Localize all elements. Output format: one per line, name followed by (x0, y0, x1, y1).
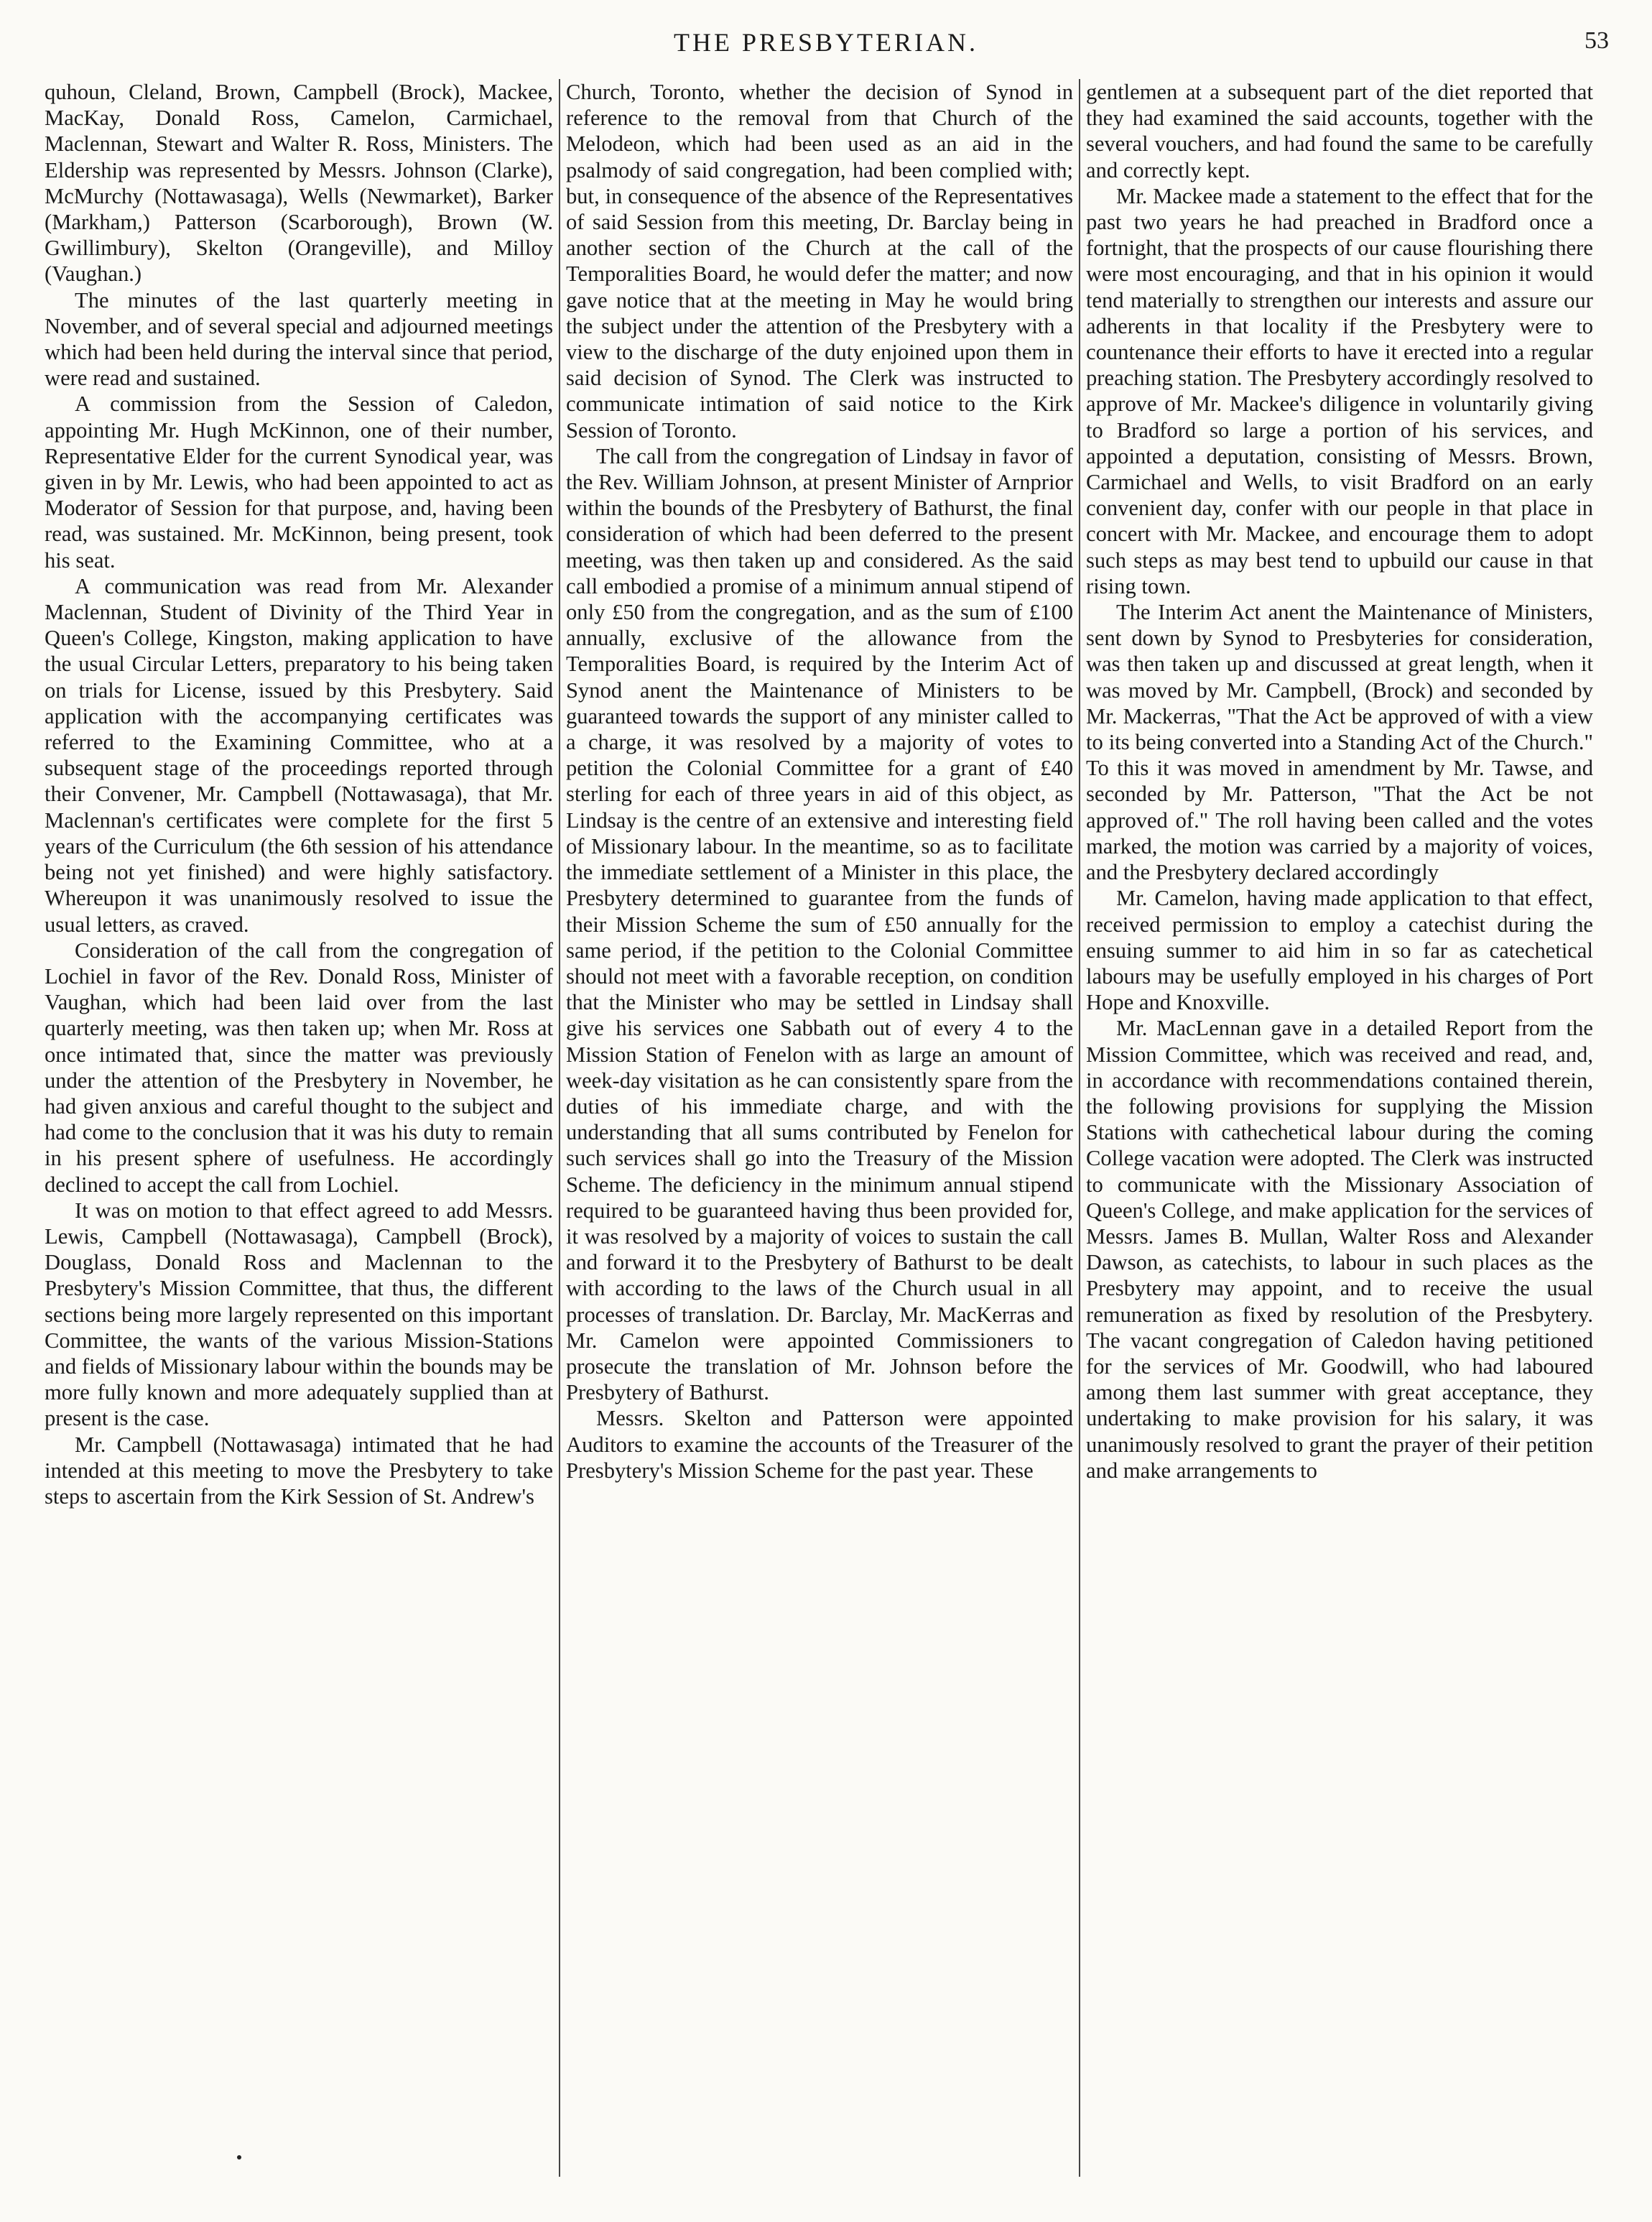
paragraph: A communication was read from Mr. Alexander Maclennan, Student of Divinity of the Third Year in Queen's College, Kingston, making application to have the usual Circular Letters, preparatory to his being taken on trials for License, issued by this Presbytery. Said application with the accompanying certificates was referred to the Examining Committee, who at a subsequent stage of the proceedings reported through their Convener, Mr. Campbell (Nottawasaga), that Mr. Maclennan's certificates were complete for the first 5 years of the Curriculum (the 6th session of his attendance being not yet finished) and were highly satisfactory. Whereupon it was unanimously resolved to issue the usual letters, as craved. (45, 573, 553, 937)
text-columns (39, 79, 1616, 2177)
paragraph: Messrs. Skelton and Patterson were appointed Auditors to examine the accounts of the Treasurer of the Presbytery's Mission Scheme for the past year. These (566, 1406, 1073, 1483)
paragraph: Mr. MacLennan gave in a detailed Report from the Mission Committee, which was received and read, and, in accordance with recommendations contained therein, the following provisions for supplying the Mission Stations with cathechetical labour during the coming College vacation were adopted. The Clerk was instructed to communicate with the Missionary Association of Queen's College, and make application for the services of Messrs. James B. Mullan, Walter Ross and Alexander Dawson, as catechists, to labour in such places as the Presbytery may appoint, and to receive the usual remuneration as fixed by resolution of the Presbytery. The vacant congregation of Caledon having petitioned for the services of Mr. Goodwill, who had laboured among them last summer with great acceptance, they undertaking to make provision for his salary, it was unanimously resolved to grant the prayer of their petition and make arrangements to (1086, 1016, 1593, 1483)
paragraph: Consideration of the call from the congregation of Lochiel in favor of the Rev. Donald Ross, Minister of Vaughan, which had been laid over from the last quarterly meeting, was then taken up; when Mr. Ross at once intimated that, since the matter was previously under the attention of the Presbytery in November, he had given anxious and careful thought to the subject and had come to the conclusion that it was his duty to remain in his present sphere of usefulness. He accordingly declined to accept the call from Lochiel. (45, 938, 553, 1197)
paragraph: quhoun, Cleland, Brown, Campbell (Brock), Mackee, MacKay, Donald Ross, Camelon, Carmichael, Maclennan, Stewart and Walter R. Ross, Ministers. The Eldership was represented by Messrs. Johnson (Clarke), McMurchy (Nottawasaga), Wells (Newmarket), Barker (Markham,) Patterson (Scarborough), Brown (W. Gwillimbury), Skelton (Orangeville), and Milloy (Vaughan.) (45, 80, 553, 287)
column-middle (559, 79, 1079, 2177)
page-number: 53 (1584, 27, 1609, 54)
column-left (39, 79, 559, 2177)
paragraph: The call from the congregation of Lindsay in favor of the Rev. William Johnson, at present Minister of Arnprior within the bounds of the Presbytery of Bathurst, the final consideration of which had been deferred to the present meeting, was then taken up and considered. As the said call embodied a promise of a minimum annual stipend of only £50 from the congregation, and as the sum of £100 annually, exclusive of the allowance from the Temporalities Board, is required by the Interim Act of Synod anent the Maintenance of Ministers to be guaranteed towards the support of any minister called to a charge, it was resolved by a majority of votes to petition the Colonial Committee for a grant of £40 sterling for each of three years in aid of this object, as Lindsay is the centre of an extensive and interesting field of Missionary labour. In the meantime, so as to facilitate the immediate settlement of a Minister in this place, the Presbytery determined to guarantee from the funds of their Mission Scheme the sum of £50 annually for the same period, if the petition to the Colonial Committee should not meet with a favorable reception, on condition that the Minister who may be settled in Lindsay shall give his services one Sabbath out of every 4 to the Mission Station of Fenelon with as large an amount of week-day visitation as he can consistently spare from the duties of his immediate charge, and with the understanding that all sums contributed by Fenelon for such services shall go into the Treasury of the Mission Scheme. The deficiency in the minimum annual stipend required to be guaranteed having thus been provided for, it was resolved by a majority of voices to sustain the call and forward it to the Presbytery of Bathurst to be dealt with according to the laws of the Church usual in all processes of translation. Dr. Barclay, Mr. MacKerras and Mr. Camelon were appointed Commissioners to prosecute the translation of Mr. Johnson before the Presbytery of Bathurst. (566, 443, 1073, 1405)
column-right (1079, 79, 1599, 2177)
paragraph: Church, Toronto, whether the decision of Synod in reference to the removal from that Church of the Melodeon, which had been used as an aid in the psalmody of said congregation, had been complied with; but, in consequence of the absence of the Representatives of said Session from this meeting, Dr. Barclay being in another section of the Church at the call of the Temporalities Board, he would defer the matter; and now gave notice that at the meeting in May he would bring the subject under the attention of the Presbytery with a view to the discharge of the duty enjoined upon them in said decision of Synod. The Clerk was instructed to communicate intimation of said notice to the Kirk Session of Toronto. (566, 80, 1073, 443)
paragraph: The minutes of the last quarterly meeting in November, and of several special and adjourned meetings which had been held during the interval since that period, were read and sustained. (45, 287, 553, 391)
paragraph: The Interim Act anent the Maintenance of Ministers, sent down by Synod to Presbyteries for consideration, was then taken up and discussed at great length, when it was moved by Mr. Campbell, (Brock) and seconded by Mr. Mackerras, "That the Act be approved of with a view to its being converted into a Standing Act of the Church." To this it was moved in amendment by Mr. Tawse, and seconded by Mr. Patterson, "That the Act be not approved of." The roll having been called and the votes marked, the motion was carried by a majority of voices, and the Presbytery declared accordingly (1086, 600, 1593, 885)
paragraph: It was on motion to that effect agreed to add Messrs. Lewis, Campbell (Nottawasaga), Campbell (Brock), Douglass, Donald Ross and Maclennan to the Presbytery's Mission Committee, that thus, the different sections being more largely represented on this important Committee, the wants of the various Mission-Stations and fields of Missionary labour within the bounds may be more fully known and more adequately supplied than at present is the case. (45, 1198, 553, 1431)
paragraph: A commission from the Session of Caledon, appointing Mr. Hugh McKinnon, one of their number, Representative Elder for the current Synodical year, was given in by Mr. Lewis, who had been appointed to act as Moderator of Session for that purpose, and, having been read, was sustained. Mr. McKinnon, being present, took his seat. (45, 392, 553, 573)
ink-speck (237, 2155, 241, 2159)
running-title: THE PRESBYTERIAN. (673, 28, 978, 57)
paragraph: Mr. Mackee made a statement to the effect that for the past two years he had preached in Bradford once a fortnight, that the prospects of our cause flourishing there were most encouraging, and that in his opinion it would tend materially to strengthen our interests and assure our adherents in that locality if the Presbytery were to countenance their efforts to have it erected into a regular preaching station. The Presbytery accordingly resolved to approve of Mr. Mackee's diligence in voluntarily giving to Bradford so large a portion of his services, and appointed a deputation, consisting of Messrs. Brown, Carmichael and Wells, to visit Bradford on an early convenient day, confer with our people in that place in concert with Mr. Mackee, and encourage them to adopt such steps as may best tend to upbuild our cause in that rising town. (1086, 183, 1593, 598)
paragraph: Mr. Campbell (Nottawasaga) intimated that he had intended at this meeting to move the Presbytery to take steps to ascertain from the Kirk Session of St. Andrew's (45, 1432, 553, 1509)
page-header (43, 27, 1609, 70)
paragraph: Mr. Camelon, having made application to that effect, received permission to employ a catechist during the ensuing summer to aid him in so far as catechetical labours may be usefully employed in his charges of Port Hope and Knoxville. (1086, 886, 1593, 1015)
paragraph: gentlemen at a subsequent part of the diet reported that they had examined the said accounts, together with the several vouchers, and had found the same to be carefully and correctly kept. (1086, 80, 1593, 182)
